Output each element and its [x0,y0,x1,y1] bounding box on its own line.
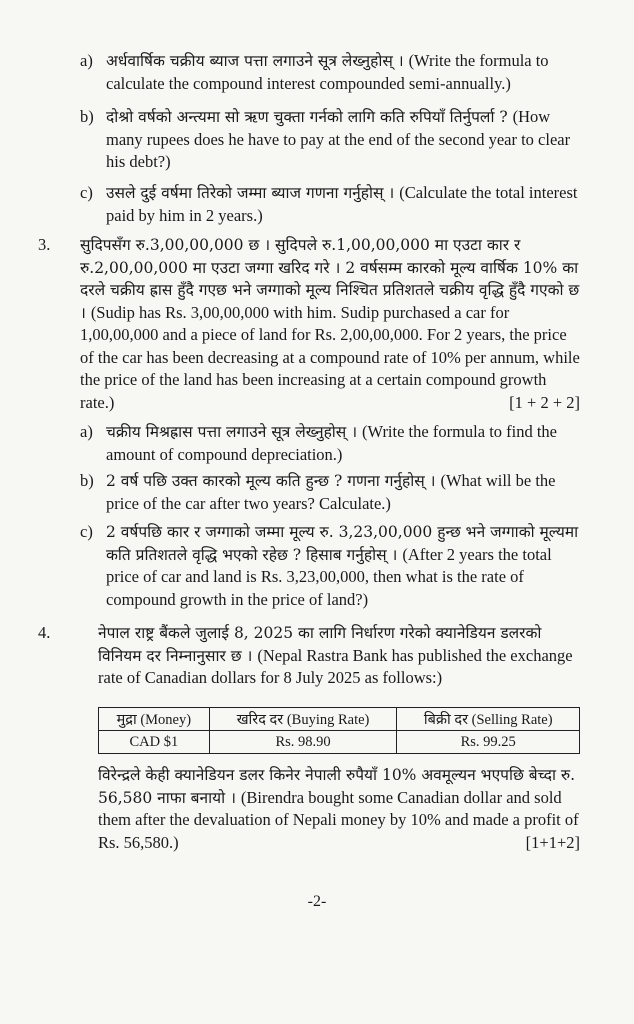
q3-a-english: (Write the formula to find the amount of compound depreciation.) [106,422,558,464]
cell-buying-rate: Rs. 98.90 [209,731,397,754]
q4-continuation [98,764,580,854]
q2-c-label: c) [80,183,93,202]
q3-b-label: b) [80,471,94,490]
header-money: मुद्रा (Money) [99,708,210,731]
q4-after-english: (Birendra bought some Canadian dollar and sold them after the devaluation of Nepali money by 10% and made a profit of Rs. 56,580.) [98,787,579,852]
q3-stem [80,234,580,414]
q4-after-nepali: विरेन्द्रले केही क्यानेडियन डलर किनेर नेपाली रुपैयाँ 10% अवमूल्यन भएपछि बेच्दा रु. 56,580 नाफा बनायो । [98,766,576,807]
q3-number: 3. [38,235,51,254]
page-number: -2- [307,893,327,910]
q3-c-english: (After 2 years the total price of car and land is Rs. 3,23,00,000, then what is the rate of compound growth in the price of land?) [106,544,552,609]
q2-c-english: (Calculate the total interest paid by him in 2 years.) [106,183,578,225]
q3-english: (Sudip has Rs. 3,00,00,000 with him. Sudip purchased a car for 1,00,00,000 and a piece of land for Rs. 2,00,00,000. For 2 years, the price of the car has been decreasing at a compound rate of 10% per annum, while the price of the land has been increasing at a certain compound growth rate.) [80,302,580,412]
q3-b-english: (What will be the price of the car after two years? Calculate.) [106,471,556,513]
q4-english: (Nepal Rastra Bank has published the exchange rate of Canadian dollars for 8 July 2025 as follows:) [98,645,573,687]
q4-marks: [1+1+2] [525,832,580,852]
q2-a-english: (Write the formula to calculate the compound interest compounded semi-annually.) [106,51,549,93]
q3-nepali: सुदिपसँग रु.3,00,00,000 छ । सुदिपले रु.1,00,00,000 मा एउटा कार र रु.2,00,00,000 मा एउटा जग्गा खरिद गरे । 2 वर्षसम्म कारको मूल्य वार्षिक 10% का दरले चक्रीय ह्रास हुँदै गएछ भने जग्गाको मूल्य निश्चित प्रतिशतले चक्रीय वृद्धि हुँदै गएको छ । [80,236,580,322]
q4-nepali: नेपाल राष्ट्र बैंकले जुलाई 8, 2025 का लागि निर्धारण गरेको क्यानेडियन डलरको विनियम दर निम्नानुसार छ । [98,624,542,665]
cell-currency: CAD $1 [99,731,210,754]
q2-c-nepali: उसले दुई वर्षमा तिरेको जम्मा ब्याज गणना गर्नुहोस् । [106,184,395,202]
q2-a-text [106,50,580,95]
header-buying-rate: खरिद दर (Buying Rate) [209,708,397,731]
q2-b-label: b) [80,107,94,126]
q3-c-text [106,521,580,611]
q3-a-text [106,421,580,466]
q3-a-label: a) [80,422,93,441]
q2-a-label: a) [80,51,93,70]
header-selling-rate: बिक्री दर (Selling Rate) [397,708,580,731]
q2-c-text [106,182,580,227]
q3-c-nepali: 2 वर्षपछि कार र जग्गाको जम्मा मूल्य रु. 3,23,00,000 हुन्छ भने जग्गाको मूल्यमा कति प्रतिशतले वृद्धि भएको रहेछ ? हिसाब गर्नुहोस् । [106,523,579,564]
q4-stem [98,622,580,690]
table-header-row [99,708,580,731]
q3-a-nepali: चक्रीय मिश्रह्रास पत्ता लगाउने सूत्र लेख्नुहोस् । [106,423,358,441]
table-row [99,731,580,754]
q2-a-nepali: अर्धवार्षिक चक्रीय ब्याज पत्ता लगाउने सूत्र लेख्नुहोस् । [106,52,404,70]
q3-b-nepali: 2 वर्ष पछि उक्त कारको मूल्य कति हुन्छ ? गणना गर्नुहोस् । [106,472,436,490]
q3-b-text [106,470,580,515]
q2-b-english: (How many rupees does he have to pay at the end of the second year to clear his debt?) [106,107,571,171]
cell-selling-rate: Rs. 99.25 [397,731,580,754]
q3-c-label: c) [80,522,93,541]
q2-b-nepali: दोश्रो वर्षको अन्त्यमा सो ऋण चुक्ता गर्नको लागि कति रुपियाँ तिर्नुपर्ला ? [106,108,508,126]
q4-number: 4. [38,623,51,642]
exchange-rate-table [98,707,580,754]
q2-b-text [106,106,580,174]
q3-marks: [1 + 2 + 2] [509,392,580,412]
